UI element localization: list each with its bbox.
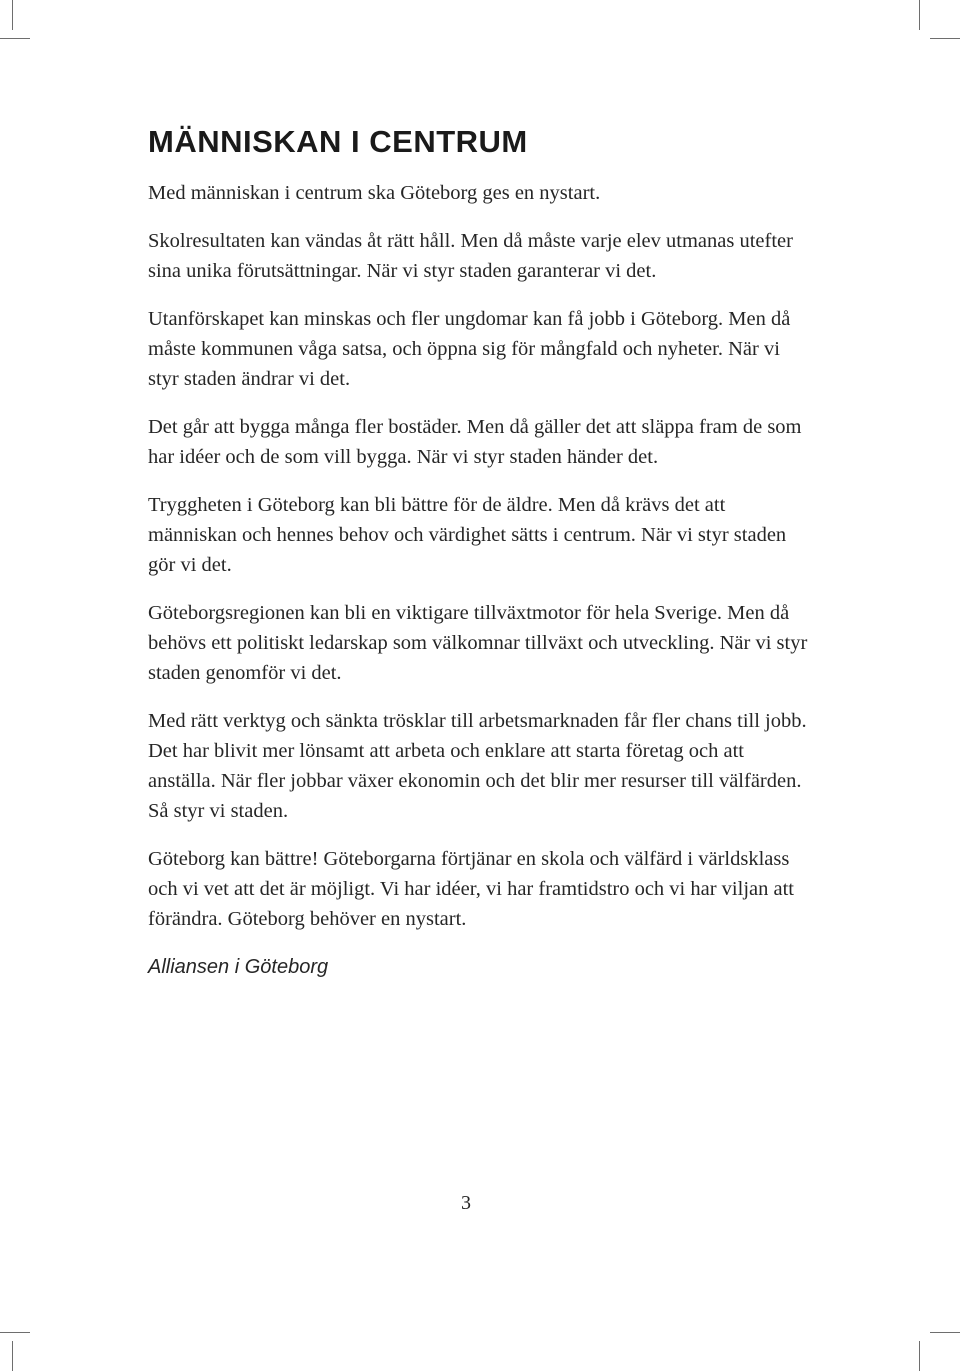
signature: Alliansen i Göteborg [148,956,329,978]
page-number: 3 [461,1192,471,1214]
paragraph-conclusion: Göteborg kan bättre! Göteborgarna förtjänar en skola och välfärd i världsklass och vi vet att det är möjligt. Vi har idéer, vi har framtidstro och vi har viljan att förändra. Göteborg behöver en nystart. [148,848,794,930]
crop-mark-bottom-right-vertical [919,1341,920,1371]
document-page [148,120,808,982]
crop-mark-bottom-left-horizontal [0,1332,30,1333]
crop-mark-top-right-horizontal [930,38,960,39]
paragraph-intro: Med människan i centrum ska Göteborg ges en nystart. [148,182,601,204]
crop-mark-top-left-vertical [12,0,13,30]
paragraph-growth: Göteborgsregionen kan bli en viktigare tillväxtmotor för hela Sverige. Men då behövs ett politiskt ledarskap som välkomnar tillväxt och utveckling. När vi styr staden genomför vi det. [148,602,808,684]
paragraph-exclusion: Utanförskapet kan minskas och fler ungdomar kan få jobb i Göteborg. Men då måste kommunen våga satsa, och öppna sig för mångfald och nyheter. När vi styr staden ändrar vi det. [148,308,791,390]
paragraph-jobs: Med rätt verktyg och sänkta trösklar till arbetsmarknaden får fler chans till jobb. Det har blivit mer lönsamt att arbeta och enklare att starta företag och att anställa. När fler jobbar växer ekonomin och det blir mer resurser till välfärden. Så styr vi staden. [148,710,807,822]
crop-mark-bottom-left-vertical [12,1341,13,1371]
crop-mark-top-right-vertical [919,0,920,30]
paragraph-school: Skolresultaten kan vändas åt rätt håll. Men då måste varje elev utmanas utefter sina unika förutsättningar. När vi styr staden garanterar vi det. [148,230,793,282]
crop-mark-top-left-horizontal [0,38,30,39]
page-title: MÄNNISKAN I CENTRUM [148,124,528,159]
crop-mark-bottom-right-horizontal [930,1332,960,1333]
paragraph-safety: Tryggheten i Göteborg kan bli bättre för de äldre. Men då krävs det att människan och hennes behov och värdighet sätts i centrum. När vi styr staden gör vi det. [148,494,787,576]
paragraph-housing: Det går att bygga många fler bostäder. Men då gäller det att släppa fram de som har idéer och de som vill bygga. När vi styr staden händer det. [148,416,802,468]
